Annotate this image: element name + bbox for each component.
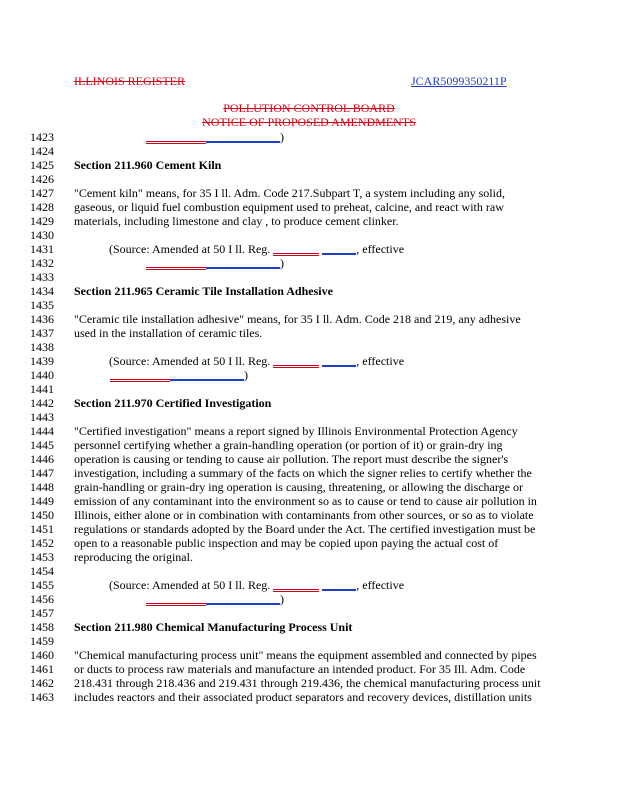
line-number: 1438 xyxy=(30,340,54,354)
line-number: 1425 xyxy=(30,158,54,172)
line-text: Illinois, either alone or in combination with contaminants from other sources, or so as to violate xyxy=(74,508,534,522)
inserted-blank xyxy=(146,256,206,270)
line-number: 1462 xyxy=(30,676,54,690)
source-note: (Source: Amended at 50 I ll. Reg. , effective xyxy=(109,578,405,592)
inserted-blank xyxy=(273,242,319,256)
line-number: 1455 xyxy=(30,578,54,592)
line-text: ) xyxy=(74,130,284,144)
line-number: 1426 xyxy=(30,172,54,186)
line-number: 1437 xyxy=(30,326,54,340)
line-number: 1445 xyxy=(30,438,54,452)
line-number: 1428 xyxy=(30,200,54,214)
line-number: 1442 xyxy=(30,396,54,410)
source-note: (Source: Amended at 50 I ll. Reg. , effective xyxy=(109,242,405,256)
line-number: 1456 xyxy=(30,592,54,606)
line-number: 1429 xyxy=(30,214,54,228)
line-text: gaseous, or liquid fuel combustion equipment used to preheat, calcine, and react with raw xyxy=(74,200,504,214)
line-text: ) xyxy=(74,592,284,606)
line-number: 1424 xyxy=(30,144,54,158)
line-text: includes reactors and their associated product separators and recovery devices, distillation units xyxy=(74,690,532,704)
line-number: 1427 xyxy=(30,186,54,200)
line-number: 1440 xyxy=(30,368,54,382)
line-text: operation is causing or tending to cause air pollution. The report must describe the signer's xyxy=(74,452,509,466)
agency-title: POLLUTION CONTROL BOARD xyxy=(223,101,395,115)
inserted-blank xyxy=(110,368,170,382)
line-text: ) xyxy=(74,368,248,382)
line-number: 1453 xyxy=(30,550,54,564)
line-number: 1460 xyxy=(30,648,54,662)
line-text: grain-handling or grain-dry ing operation is causing, threatening, or allowing the discharge or xyxy=(74,480,523,494)
document-code: JCAR5099350211P xyxy=(411,74,507,88)
source-note: (Source: Amended at 50 I ll. Reg. , effective xyxy=(109,354,405,368)
line-text: or ducts to process raw materials and manufacture an intended product. For 35 Ill. Adm. Code xyxy=(74,662,526,676)
line-number: 1451 xyxy=(30,522,54,536)
line-number: 1431 xyxy=(30,242,54,256)
line-text: emission of any contaminant into the environment so as to cause or tend to cause air pollution in xyxy=(74,494,537,508)
line-number: 1447 xyxy=(30,466,54,480)
inserted-blank xyxy=(206,592,280,605)
line-text: investigation, including a summary of the facts on which the signer relies to certify whether the xyxy=(74,466,532,480)
line-number: 1444 xyxy=(30,424,54,438)
section-heading: Section 211.970 Certified Investigation xyxy=(74,396,272,410)
line-number: 1443 xyxy=(30,410,54,424)
line-number: 1446 xyxy=(30,452,54,466)
line-number: 1452 xyxy=(30,536,54,550)
notice-title: NOTICE OF PROPOSED AMENDMENTS xyxy=(202,115,416,129)
line-number: 1454 xyxy=(30,564,54,578)
line-number: 1436 xyxy=(30,312,54,326)
line-text: reproducing the original. xyxy=(74,550,193,564)
line-text: 218.431 through 218.436 and 219.431 through 219.436, the chemical manufacturing process unit xyxy=(74,676,541,690)
line-text: open to a reasonable public inspection and may be copied upon paying the actual cost of xyxy=(74,536,499,550)
line-text: regulations or standards adopted by the Board under the Act. The certified investigation must be xyxy=(74,522,536,536)
line-text: "Cement kiln" means, for 35 I ll. Adm. Code 217.Subpart T, a system including any solid, xyxy=(74,186,505,200)
section-heading: Section 211.980 Chemical Manufacturing Process Unit xyxy=(74,620,353,634)
inserted-blank xyxy=(322,578,356,591)
line-number: 1457 xyxy=(30,606,54,620)
line-number: 1450 xyxy=(30,508,54,522)
inserted-blank xyxy=(146,592,206,606)
line-number: 1423 xyxy=(30,130,54,144)
section-heading: Section 211.960 Cement Kiln xyxy=(74,158,222,172)
line-number: 1461 xyxy=(30,662,54,676)
inserted-blank xyxy=(322,242,356,255)
line-number: 1449 xyxy=(30,494,54,508)
line-number: 1458 xyxy=(30,620,54,634)
line-text: ) xyxy=(74,256,284,270)
inserted-blank xyxy=(322,354,356,367)
line-number: 1441 xyxy=(30,382,54,396)
line-text: "Certified investigation" means a report signed by Illinois Environmental Protection Agency xyxy=(74,424,518,438)
line-number: 1439 xyxy=(30,354,54,368)
line-number: 1432 xyxy=(30,256,54,270)
line-number: 1434 xyxy=(30,284,54,298)
inserted-blank xyxy=(273,578,319,592)
line-text: used in the installation of ceramic tiles. xyxy=(74,326,263,340)
line-number: 1435 xyxy=(30,298,54,312)
line-text: "Ceramic tile installation adhesive" means, for 35 I ll. Adm. Code 218 and 219, any adhesive xyxy=(74,312,521,326)
register-title: ILLINOIS REGISTER xyxy=(74,74,185,88)
line-text: personnel certifying whether a grain-handling operation (or portion of it) or grain-dry ing xyxy=(74,438,503,452)
section-heading: Section 211.965 Ceramic Tile Installation Adhesive xyxy=(74,284,333,298)
inserted-blank xyxy=(273,354,319,368)
line-text: "Chemical manufacturing process unit" means the equipment assembled and connected by pipes xyxy=(74,648,537,662)
line-number: 1448 xyxy=(30,480,54,494)
line-number: 1459 xyxy=(30,634,54,648)
line-text: materials, including limestone and clay , to produce cement clinker. xyxy=(74,214,399,228)
inserted-blank xyxy=(206,130,280,143)
inserted-blank xyxy=(206,256,280,269)
line-number: 1433 xyxy=(30,270,54,284)
line-number: 1463 xyxy=(30,690,54,704)
inserted-blank xyxy=(170,368,244,381)
line-number: 1430 xyxy=(30,228,54,242)
inserted-blank xyxy=(146,130,206,144)
